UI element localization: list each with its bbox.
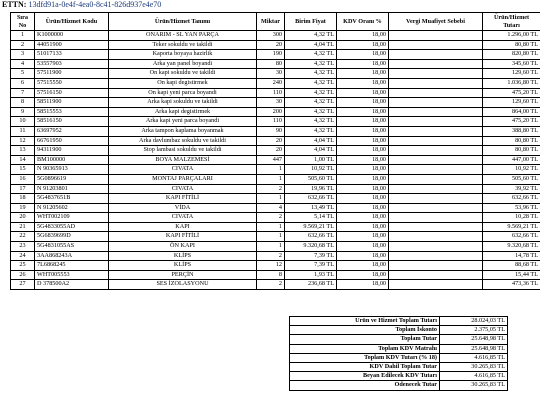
table-row <box>11 59 540 69</box>
row-code: 57515550 <box>35 78 109 88</box>
row-quantity: 2 <box>257 184 285 194</box>
row-description: Arka kapi yeni parca boyandi <box>109 117 257 127</box>
row-vat-rate: 18,00 <box>337 107 389 117</box>
row-amount: 473,36 TL <box>483 280 540 290</box>
row-code: D 378500A2 <box>35 280 109 290</box>
row-no: 15 <box>11 165 35 175</box>
table-header-row <box>11 13 540 31</box>
col-header-exemption: Vergi Muafiyet Sebebi <box>389 13 483 31</box>
table-row <box>11 88 540 98</box>
row-exemption <box>389 40 483 50</box>
row-code: BM100000 <box>35 155 109 165</box>
table-row <box>11 232 540 242</box>
totals-table <box>289 316 508 391</box>
table-row <box>11 242 540 252</box>
row-unit-price: 4,04 TL <box>285 136 337 146</box>
row-description: Arka kapi sokuldu ve takildi <box>109 98 257 108</box>
row-amount: 14,78 TL <box>483 251 540 261</box>
row-description: KLİPS <box>109 251 257 261</box>
row-amount: 10,92 TL <box>483 165 540 175</box>
row-description: Kaporta boyaya hazirlik <box>109 50 257 60</box>
row-no: 25 <box>11 261 35 271</box>
row-description: Arka kapi degistirmek <box>109 107 257 117</box>
row-code: 5G6839699D <box>35 232 109 242</box>
row-description: KAPI <box>109 222 257 232</box>
row-unit-price: 9.320,68 TL <box>285 242 337 252</box>
row-quantity: 1 <box>257 194 285 204</box>
col-header-code: Ürün/Hizmet Kodu <box>35 13 109 31</box>
row-description: CIVATA <box>109 184 257 194</box>
row-exemption <box>389 222 483 232</box>
row-no: 12 <box>11 136 35 146</box>
row-amount: 345,60 TL <box>483 59 540 69</box>
col-header-vat-rate: KDV Oranı % <box>337 13 389 31</box>
row-amount: 632,66 TL <box>483 194 540 204</box>
row-code: 58516150 <box>35 117 109 127</box>
row-code: WHT002109 <box>35 213 109 223</box>
row-vat-rate: 18,00 <box>337 78 389 88</box>
row-vat-rate: 18,00 <box>337 184 389 194</box>
row-unit-price: 4,32 TL <box>285 78 337 88</box>
totals-row <box>290 381 508 390</box>
row-amount: 475,20 TL <box>483 117 540 127</box>
row-vat-rate: 18,00 <box>337 232 389 242</box>
row-no: 16 <box>11 174 35 184</box>
ettn-label: ETTN: <box>2 0 27 9</box>
row-exemption <box>389 270 483 280</box>
table-row <box>11 184 540 194</box>
row-exemption <box>389 165 483 175</box>
row-exemption <box>389 232 483 242</box>
row-amount: 80,80 TL <box>483 40 540 50</box>
table-row <box>11 270 540 280</box>
row-no: 22 <box>11 232 35 242</box>
row-vat-rate: 18,00 <box>337 31 389 41</box>
totals-value: 4.616,85 TL <box>440 353 508 362</box>
table-row <box>11 261 540 271</box>
totals-label: Toplam Tutar <box>290 335 440 344</box>
row-exemption <box>389 203 483 213</box>
row-quantity: 20 <box>257 40 285 50</box>
table-row <box>11 146 540 156</box>
table-row <box>11 50 540 60</box>
row-code: 5G0896619 <box>35 174 109 184</box>
row-unit-price: 9.569,21 TL <box>285 222 337 232</box>
totals-label: Ürün ve Hizmet Toplam Tutarı <box>290 317 440 326</box>
col-header-amount: Ürün/Hizmet Tutarı <box>483 13 540 31</box>
row-amount: 129,60 TL <box>483 69 540 79</box>
totals-value: 4.616,85 TL <box>440 372 508 381</box>
totals-value: 28.024,03 TL <box>440 317 508 326</box>
row-description: CIVATA <box>109 213 257 223</box>
row-amount: 475,20 TL <box>483 88 540 98</box>
row-unit-price: 4,32 TL <box>285 117 337 127</box>
row-unit-price: 505,60 TL <box>285 174 337 184</box>
totals-row <box>290 353 508 362</box>
row-vat-rate: 18,00 <box>337 280 389 290</box>
row-amount: 505,60 TL <box>483 174 540 184</box>
row-no: 3 <box>11 50 35 60</box>
row-exemption <box>389 50 483 60</box>
row-unit-price: 4,32 TL <box>285 107 337 117</box>
row-no: 14 <box>11 155 35 165</box>
row-description: Teker sokuldu ve takildi <box>109 40 257 50</box>
totals-label: Toplam İskonto <box>290 326 440 335</box>
row-no: 10 <box>11 117 35 127</box>
table-row <box>11 203 540 213</box>
row-quantity: 1 <box>257 174 285 184</box>
row-exemption <box>389 146 483 156</box>
row-no: 1 <box>11 31 35 41</box>
row-no: 6 <box>11 78 35 88</box>
table-row <box>11 136 540 146</box>
row-vat-rate: 18,00 <box>337 59 389 69</box>
row-unit-price: 632,66 TL <box>285 232 337 242</box>
row-exemption <box>389 251 483 261</box>
row-no: 26 <box>11 270 35 280</box>
row-unit-price: 4,32 TL <box>285 98 337 108</box>
ettn-value: 13dfd91a-0e4f-4ea0-8c41-826d937e4e70 <box>28 0 162 9</box>
row-code: 7L6868245 <box>35 261 109 271</box>
row-exemption <box>389 78 483 88</box>
row-unit-price: 19,96 TL <box>285 184 337 194</box>
row-no: 8 <box>11 98 35 108</box>
row-vat-rate: 18,00 <box>337 69 389 79</box>
row-description: On kapi sokuldu ve takildi <box>109 69 257 79</box>
row-code: 66761950 <box>35 136 109 146</box>
row-unit-price: 10,92 TL <box>285 165 337 175</box>
table-row <box>11 280 540 290</box>
row-amount: 80,80 TL <box>483 136 540 146</box>
row-code: WHT005553 <box>35 270 109 280</box>
table-row <box>11 107 540 117</box>
totals-label: Toplam KDV Tutarı (% 18) <box>290 353 440 362</box>
row-vat-rate: 18,00 <box>337 117 389 127</box>
row-amount: 9.320,68 TL <box>483 242 540 252</box>
row-vat-rate: 18,00 <box>337 222 389 232</box>
row-description: Arka yan panel boyandi <box>109 59 257 69</box>
row-no: 27 <box>11 280 35 290</box>
totals-label: KDV Dahil Toplam Tutar <box>290 363 440 372</box>
row-amount: 447,00 TL <box>483 155 540 165</box>
row-description: SES İZOLASYONU <box>109 280 257 290</box>
row-amount: 388,80 TL <box>483 126 540 136</box>
row-exemption <box>389 88 483 98</box>
totals-body <box>290 317 508 391</box>
row-code: 44051900 <box>35 40 109 50</box>
row-quantity: 300 <box>257 31 285 41</box>
table-row <box>11 213 540 223</box>
row-quantity: 20 <box>257 136 285 146</box>
row-vat-rate: 18,00 <box>337 213 389 223</box>
row-code: N 90365913 <box>35 165 109 175</box>
row-exemption <box>389 136 483 146</box>
row-description: On kapi yeni parca boyandi <box>109 88 257 98</box>
row-unit-price: 4,04 TL <box>285 40 337 50</box>
row-code: K1000000 <box>35 31 109 41</box>
row-no: 19 <box>11 203 35 213</box>
row-description: Arka davlumbaz sokuldu ve takildi <box>109 136 257 146</box>
table-row <box>11 251 540 261</box>
row-quantity: 2 <box>257 280 285 290</box>
row-unit-price: 4,32 TL <box>285 126 337 136</box>
row-description: Arka tampon kaplama boyanmak <box>109 126 257 136</box>
row-exemption <box>389 98 483 108</box>
row-no: 18 <box>11 194 35 204</box>
row-quantity: 1 <box>257 242 285 252</box>
row-exemption <box>389 126 483 136</box>
row-unit-price: 4,32 TL <box>285 59 337 69</box>
row-unit-price: 236,68 TL <box>285 280 337 290</box>
row-exemption <box>389 242 483 252</box>
table-row <box>11 126 540 136</box>
invoice-items-body <box>11 31 540 290</box>
row-quantity: 240 <box>257 78 285 88</box>
row-quantity: 90 <box>257 126 285 136</box>
table-row <box>11 194 540 204</box>
row-no: 21 <box>11 222 35 232</box>
row-exemption <box>389 59 483 69</box>
row-quantity: 1 <box>257 222 285 232</box>
row-amount: 129,60 TL <box>483 98 540 108</box>
row-description: KAPI FİTİLİ <box>109 194 257 204</box>
row-unit-price: 4,32 TL <box>285 69 337 79</box>
row-code: 57516150 <box>35 88 109 98</box>
row-no: 9 <box>11 107 35 117</box>
row-quantity: 190 <box>257 50 285 60</box>
row-code: 3AA868243A <box>35 251 109 261</box>
row-description: KLİPS <box>109 261 257 271</box>
row-unit-price: 5,14 TL <box>285 213 337 223</box>
table-row <box>11 98 540 108</box>
row-description: ONARIM - SL YAN PARÇA <box>109 31 257 41</box>
row-no: 11 <box>11 126 35 136</box>
table-row <box>11 155 540 165</box>
row-quantity: 1 <box>257 232 285 242</box>
row-amount: 1.036,80 TL <box>483 78 540 88</box>
row-code: 5G4833055AD <box>35 222 109 232</box>
row-exemption <box>389 280 483 290</box>
row-unit-price: 4,04 TL <box>285 146 337 156</box>
totals-value: 30.265,83 TL <box>440 363 508 372</box>
row-code: 5G4831055AS <box>35 242 109 252</box>
row-vat-rate: 18,00 <box>337 88 389 98</box>
row-vat-rate: 18,00 <box>337 165 389 175</box>
table-row <box>11 31 540 41</box>
row-unit-price: 13,49 TL <box>285 203 337 213</box>
row-code: N 91205602 <box>35 203 109 213</box>
totals-label: Beyan Edilecek KDV Tutarı <box>290 372 440 381</box>
row-vat-rate: 18,00 <box>337 251 389 261</box>
row-code: 57511900 <box>35 69 109 79</box>
row-description: ÖN KAPI <box>109 242 257 252</box>
row-exemption <box>389 31 483 41</box>
row-quantity: 110 <box>257 88 285 98</box>
row-amount: 632,66 TL <box>483 232 540 242</box>
row-description: PERÇİN <box>109 270 257 280</box>
table-row <box>11 78 540 88</box>
row-quantity: 1 <box>257 165 285 175</box>
row-description: MONTAJ PARÇALARI <box>109 174 257 184</box>
row-amount: 864,00 TL <box>483 107 540 117</box>
table-row <box>11 222 540 232</box>
totals-value: 30.265,83 TL <box>440 381 508 390</box>
row-no: 5 <box>11 69 35 79</box>
row-exemption <box>389 194 483 204</box>
table-row <box>11 174 540 184</box>
row-exemption <box>389 117 483 127</box>
invoice-items-table <box>10 12 540 290</box>
table-row <box>11 40 540 50</box>
row-exemption <box>389 107 483 117</box>
totals-row <box>290 326 508 335</box>
row-vat-rate: 18,00 <box>337 136 389 146</box>
row-amount: 88,68 TL <box>483 261 540 271</box>
row-no: 4 <box>11 59 35 69</box>
row-quantity: 30 <box>257 69 285 79</box>
row-amount: 15,44 TL <box>483 270 540 280</box>
totals-row <box>290 317 508 326</box>
row-quantity: 20 <box>257 146 285 156</box>
row-exemption <box>389 213 483 223</box>
row-exemption <box>389 69 483 79</box>
row-quantity: 8 <box>257 270 285 280</box>
row-unit-price: 7,39 TL <box>285 251 337 261</box>
row-description: VİDA <box>109 203 257 213</box>
col-header-description: Ürün/Hizmet Tanımı <box>109 13 257 31</box>
row-code: N 91203801 <box>35 184 109 194</box>
row-description: BOYA MALZEMESİ <box>109 155 257 165</box>
totals-row <box>290 372 508 381</box>
row-vat-rate: 18,00 <box>337 126 389 136</box>
table-row <box>11 165 540 175</box>
row-no: 7 <box>11 88 35 98</box>
row-quantity: 4 <box>257 203 285 213</box>
row-vat-rate: 18,00 <box>337 50 389 60</box>
row-unit-price: 632,66 TL <box>285 194 337 204</box>
totals-value: 25.648,98 TL <box>440 335 508 344</box>
row-unit-price: 4,32 TL <box>285 50 337 60</box>
row-code: 63697952 <box>35 126 109 136</box>
row-quantity: 200 <box>257 107 285 117</box>
col-header-unit-price: Birim Fiyat <box>285 13 337 31</box>
row-quantity: 30 <box>257 98 285 108</box>
row-vat-rate: 18,00 <box>337 242 389 252</box>
row-no: 13 <box>11 146 35 156</box>
row-description: Stop lambasi sokuldu ve takildi <box>109 146 257 156</box>
row-amount: 820,80 TL <box>483 50 540 60</box>
totals-row <box>290 335 508 344</box>
row-unit-price: 7,39 TL <box>285 261 337 271</box>
row-quantity: 2 <box>257 251 285 261</box>
row-no: 23 <box>11 242 35 252</box>
row-vat-rate: 18,00 <box>337 261 389 271</box>
row-amount: 39,92 TL <box>483 184 540 194</box>
table-row <box>11 117 540 127</box>
row-quantity: 447 <box>257 155 285 165</box>
ettn-line <box>2 0 161 10</box>
row-unit-price: 1,93 TL <box>285 270 337 280</box>
row-vat-rate: 18,00 <box>337 270 389 280</box>
row-vat-rate: 18,00 <box>337 146 389 156</box>
row-vat-rate: 18,00 <box>337 155 389 165</box>
row-quantity: 2 <box>257 213 285 223</box>
row-code: 5G4837651B <box>35 194 109 204</box>
row-no: 2 <box>11 40 35 50</box>
row-amount: 80,80 TL <box>483 146 540 156</box>
totals-row <box>290 344 508 353</box>
row-vat-rate: 18,00 <box>337 98 389 108</box>
row-unit-price: 4,32 TL <box>285 88 337 98</box>
row-vat-rate: 18,00 <box>337 40 389 50</box>
row-vat-rate: 18,00 <box>337 174 389 184</box>
row-exemption <box>389 155 483 165</box>
col-header-no: Sıra No <box>11 13 35 31</box>
col-header-quantity: Miktar <box>257 13 285 31</box>
table-row <box>11 69 540 79</box>
row-code: 94311900 <box>35 146 109 156</box>
row-exemption <box>389 261 483 271</box>
row-vat-rate: 18,00 <box>337 203 389 213</box>
row-no: 17 <box>11 184 35 194</box>
row-code: 58515553 <box>35 107 109 117</box>
row-amount: 1.296,00 TL <box>483 31 540 41</box>
totals-row <box>290 363 508 372</box>
row-code: 51017133 <box>35 50 109 60</box>
row-description: CIVATA <box>109 165 257 175</box>
totals-value: 25.648,98 TL <box>440 344 508 353</box>
row-amount: 53,96 TL <box>483 203 540 213</box>
totals-label: Toplam KDV Matrahı <box>290 344 440 353</box>
row-no: 20 <box>11 213 35 223</box>
row-code: 58511900 <box>35 98 109 108</box>
row-description: On kapi degistirmek <box>109 78 257 88</box>
row-code: 53557903 <box>35 59 109 69</box>
row-description: KAPI FİTİLİ <box>109 232 257 242</box>
row-quantity: 12 <box>257 261 285 271</box>
row-amount: 10,28 TL <box>483 213 540 223</box>
row-quantity: 110 <box>257 117 285 127</box>
row-unit-price: 1,00 TL <box>285 155 337 165</box>
row-exemption <box>389 184 483 194</box>
row-quantity: 80 <box>257 59 285 69</box>
row-amount: 9.569,21 TL <box>483 222 540 232</box>
row-vat-rate: 18,00 <box>337 194 389 204</box>
row-no: 24 <box>11 251 35 261</box>
totals-label: Ödenecek Tutar <box>290 381 440 390</box>
totals-value: 2.375,05 TL <box>440 326 508 335</box>
row-unit-price: 4,32 TL <box>285 31 337 41</box>
row-exemption <box>389 174 483 184</box>
